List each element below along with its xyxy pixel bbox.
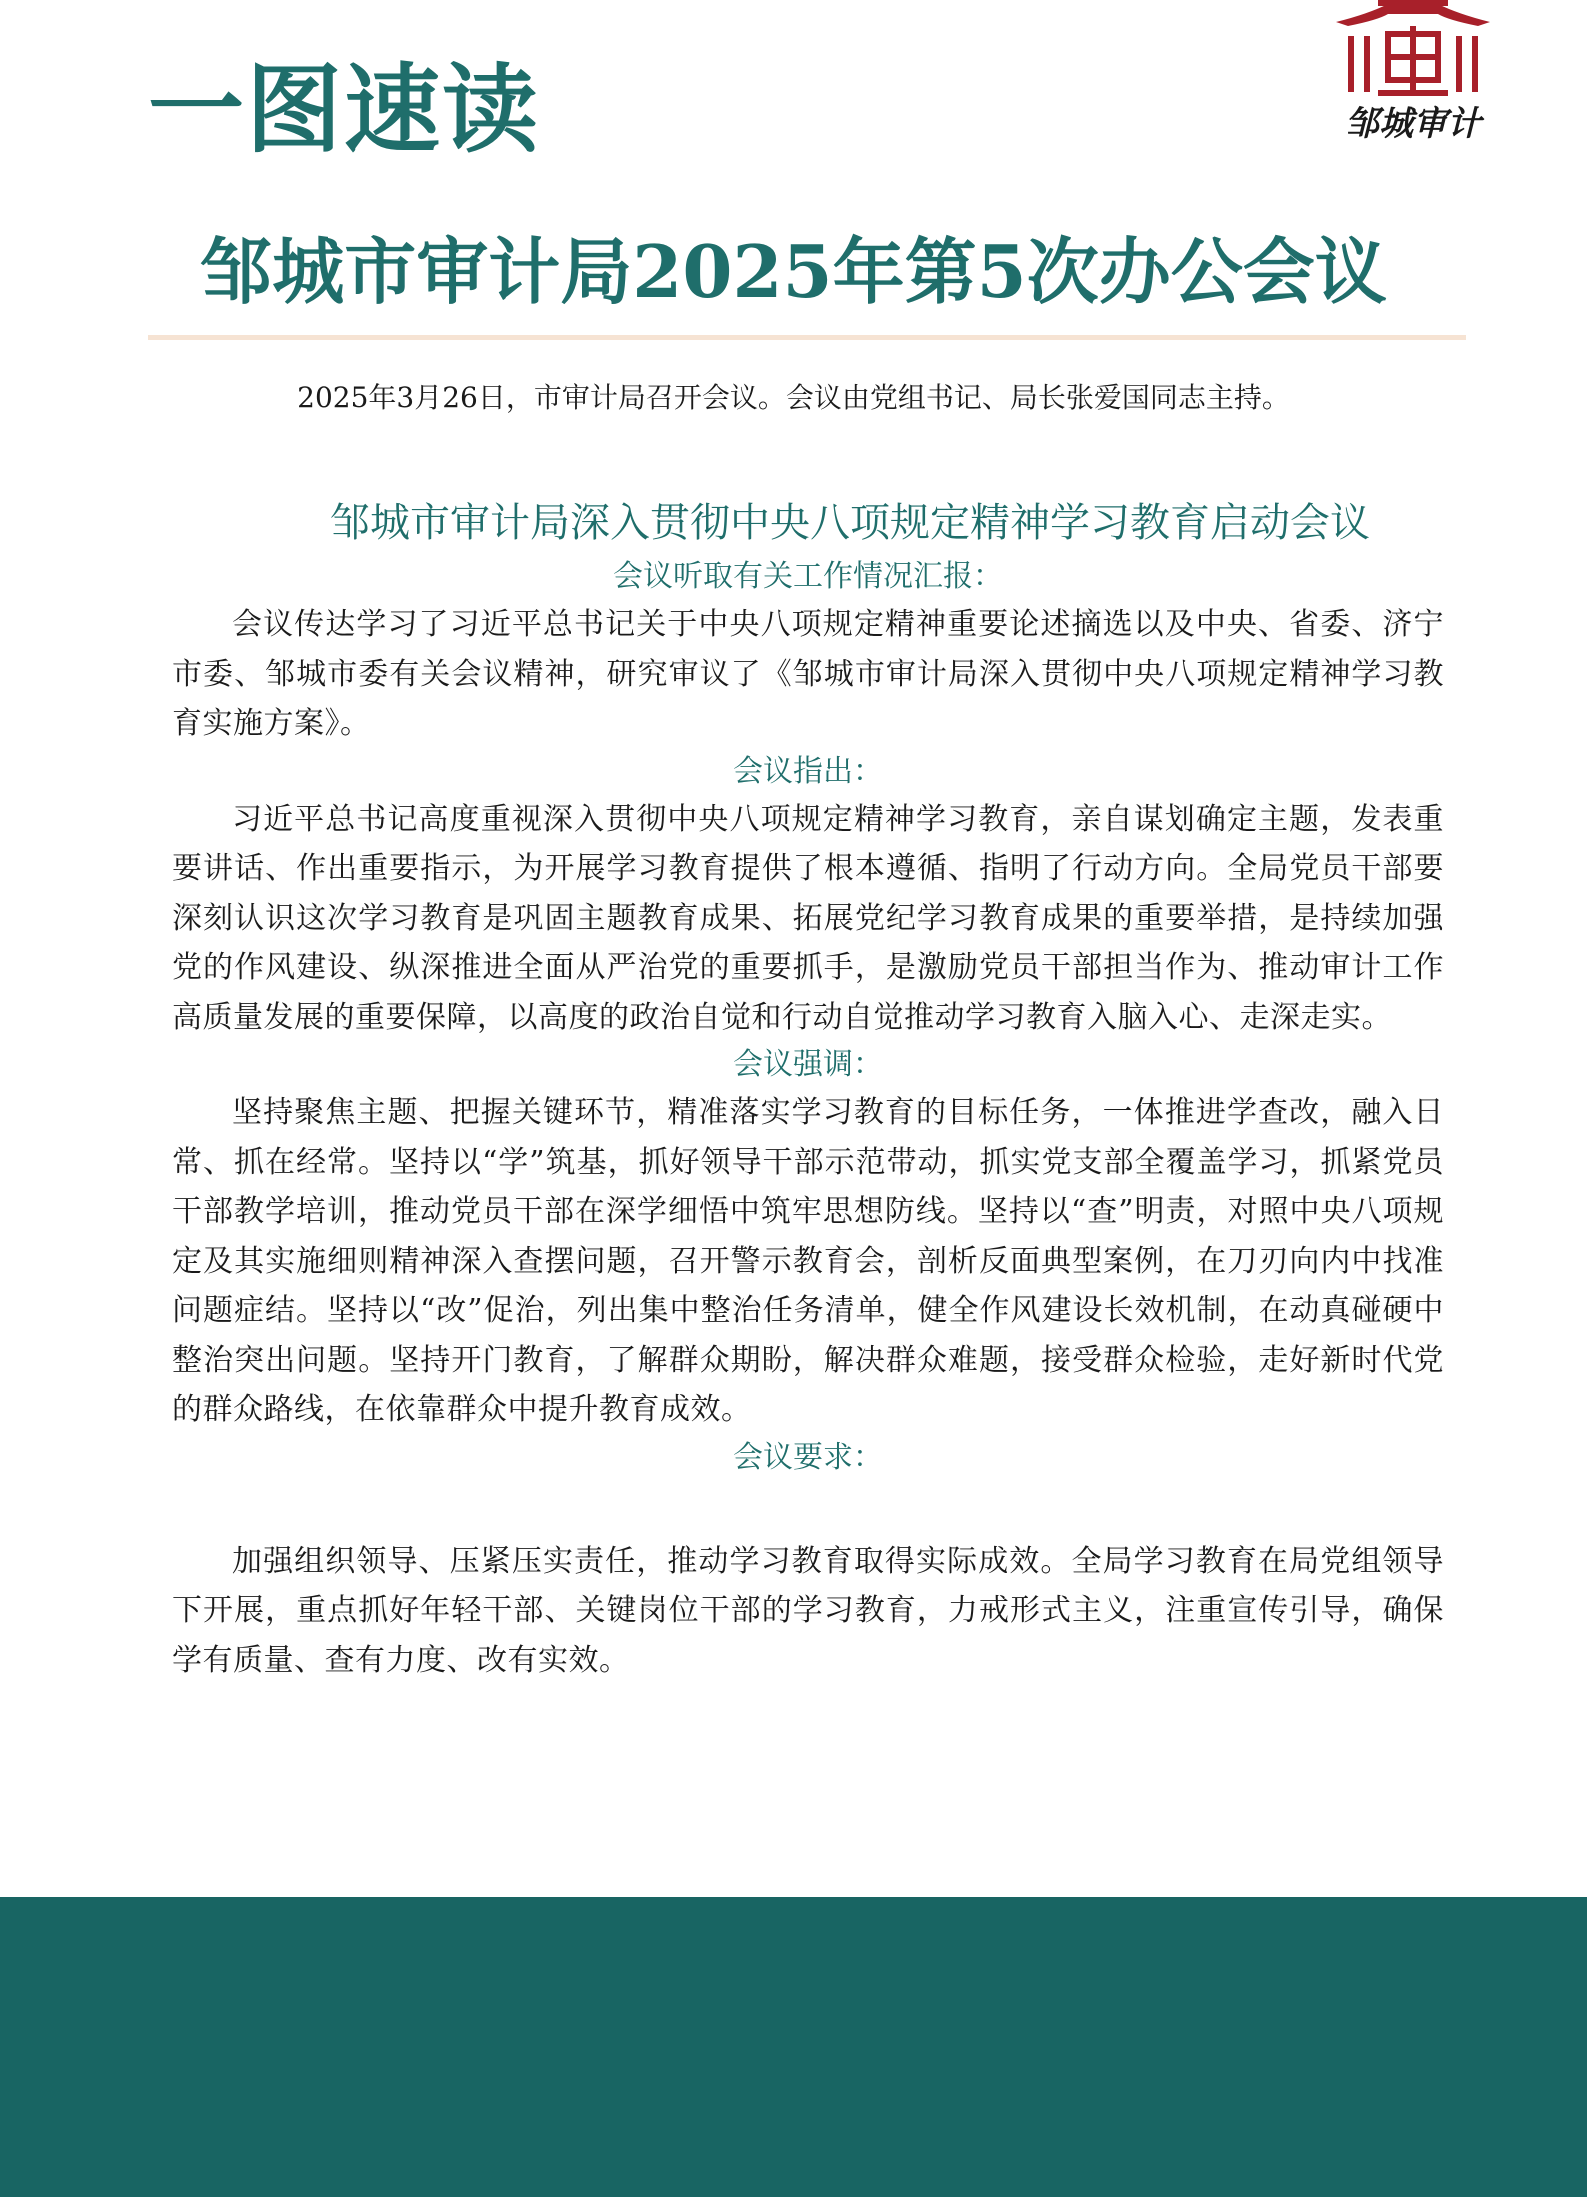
banner-title: 一图速读	[148, 53, 540, 166]
intro-text: 2025年3月26日，市审计局召开会议。会议由党组书记、局长张爱国同志主持。	[297, 381, 1290, 414]
subheading-requirements: 会议要求：	[733, 1439, 883, 1475]
agency-logo	[1328, 0, 1498, 150]
paragraph-report: 会议传达学习了习近平总书记关于中央八项规定精神重要论述摘选以及中央、省委、济宁市委、邹城市委有关会议精神，研究审议了《邹城市审计局深入贯彻中央八项规定精神学习教育实施方案》。	[172, 607, 1444, 741]
paragraph-requirements: 加强组织领导、压紧压实责任，推动学习教育取得实际成效。全局学习教育在局党组领导下开展，重点抓好年轻干部、关键岗位干部的学习教育，力戒形式主义，注重宣传引导，确保学有质量、查有力度、改有实效。	[172, 1543, 1444, 1678]
meeting-content	[172, 554, 1444, 1685]
title-divider	[148, 335, 1466, 340]
logo-text: 邹城审计	[1345, 104, 1481, 144]
section-title: 邹城市审计局深入贯彻中央八项规定精神学习教育启动会议	[330, 500, 1370, 546]
subheading-emphasis: 会议强调：	[733, 1047, 883, 1082]
main-title: 邹城市审计局2025年第5次办公会议	[200, 229, 1387, 314]
paragraph-pointed-out: 习近平总书记高度重视深入贯彻中央八项规定精神学习教育，亲自谋划确定主题，发表重要讲话、作出重要指示，为开展学习教育提供了根本遵循、指明了行动方向。全局党员干部要深刻认识这次学习教育是巩固主题教育成果、拓展党纪学习教育成果的重要举措，是持续加强党的作风建设、纵深推进全面从严治党的重要抓手，是激励党员干部担当作为、推动审计工作高质量发展的重要保障，以高度的政治自觉和行动自觉推动学习教育入脑入心、走深走实。	[172, 801, 1444, 1035]
pavilion-seal-icon	[1328, 0, 1498, 100]
spacer	[172, 1481, 1444, 1537]
paragraph-emphasis: 坚持聚焦主题、把握关键环节，精准落实学习教育的目标任务，一体推进学查改，融入日常、抓在经常。坚持以“学”筑基，抓好领导干部示范带动，抓实党支部全覆盖学习，抓紧党员干部教学培训，推动党员干部在深学细悟中筑牢思想防线。坚持以“查”明责，对照中央八项规定及其实施细则精神深入查摆问题，召开警示教育会，剖析反面典型案例，在刀刃向内中找准问题症结。坚持以“改”促治，列出集中整治任务清单，健全作风建设长效机制，在动真碰硬中整治突出问题。坚持开门教育，了解群众期盼，解决群众难题，接受群众检验，走好新时代党的群众路线，在依靠群众中提升教育成效。	[172, 1095, 1444, 1427]
footer-band	[0, 1897, 1587, 2197]
subheading-report: 会议听取有关工作情况汇报：	[613, 559, 1003, 594]
subheading-pointed-out: 会议指出：	[733, 753, 883, 789]
